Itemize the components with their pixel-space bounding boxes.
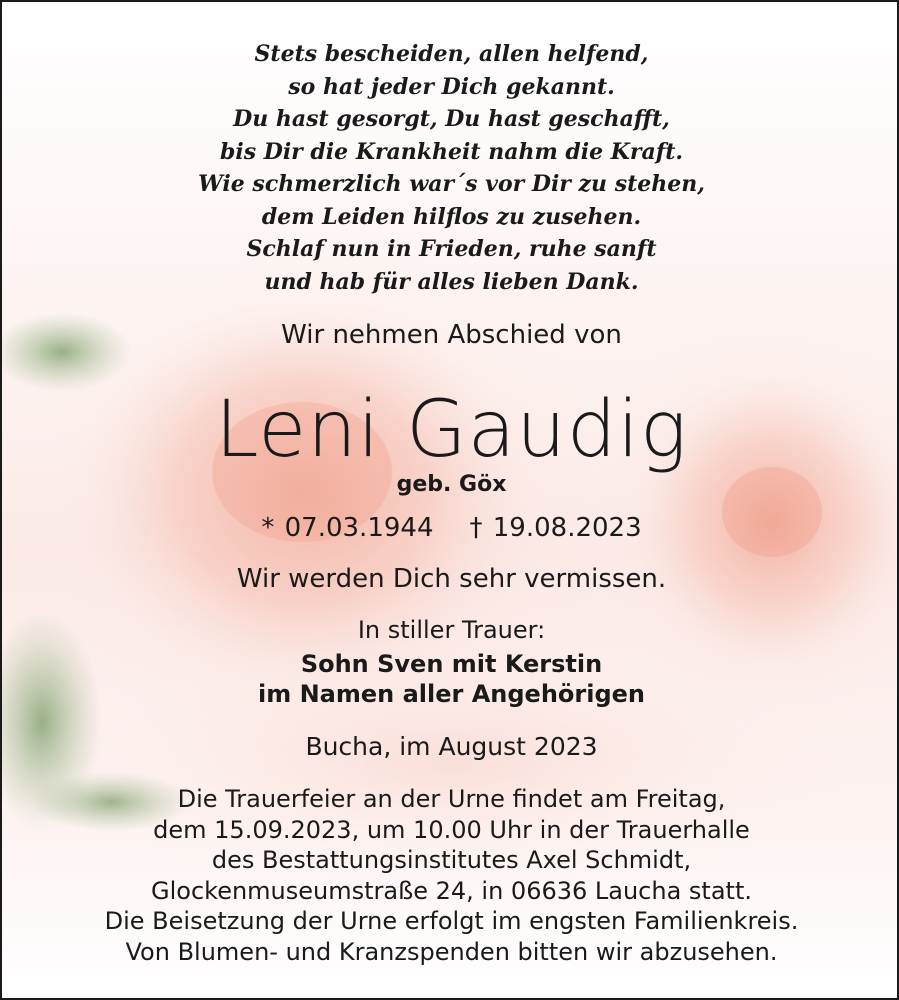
life-dates	[2, 513, 899, 543]
poem-line: und hab für alles lieben Dank.	[264, 268, 639, 295]
details-line: des Bestattungsinstitutes Axel Schmidt,	[211, 846, 692, 874]
mourners-line-1: Sohn Sven mit Kerstin	[300, 650, 603, 678]
poem	[2, 38, 899, 298]
poem-line: so hat jeder Dich gekannt.	[288, 73, 615, 100]
poem-line: Schlaf nun in Frieden, ruhe sanft	[246, 236, 657, 262]
details-line: Von Blumen- und Kranzspenden bitten wir abzusehen.	[125, 937, 778, 966]
poem-line: bis Dir die Krankheit nahm die Kraft.	[219, 138, 684, 165]
obituary-text	[2, 2, 899, 1000]
birth-date: * 07.03.1944	[261, 513, 434, 543]
details-line: Die Trauerfeier an der Urne findet am Freitag,	[177, 785, 726, 813]
mourners-line-2: im Namen aller Angehörigen	[257, 680, 645, 708]
details-line: Glockenmuseumstraße 24, in 06636 Laucha statt.	[151, 876, 752, 905]
funeral-details	[2, 784, 899, 967]
death-date: † 19.08.2023	[469, 513, 642, 543]
poem-line: Du hast gesorgt, Du hast geschafft,	[233, 106, 670, 132]
mourners-heading: In stiller Trauer:	[357, 616, 546, 644]
poem-line: dem Leiden hilflos zu zusehen.	[261, 203, 642, 230]
maiden-name: geb. Göx	[396, 472, 507, 497]
details-line: dem 15.09.2023, um 10.00 Uhr in der Trauerhalle	[153, 815, 750, 844]
details-line: Die Beisetzung der Urne erfolgt im engsten Familienkreis.	[104, 907, 799, 935]
deceased-name: Leni Gaudig	[215, 385, 688, 475]
farewell-text: Wir werden Dich sehr vermissen.	[236, 564, 667, 594]
poem-line: Stets bescheiden, allen helfend,	[254, 41, 649, 67]
place-date: Bucha, im August 2023	[305, 732, 598, 761]
poem-line: Wie schmerzlich war´s vor Dir zu stehen,	[198, 171, 705, 197]
intro-text: Wir nehmen Abschied von	[281, 320, 622, 350]
